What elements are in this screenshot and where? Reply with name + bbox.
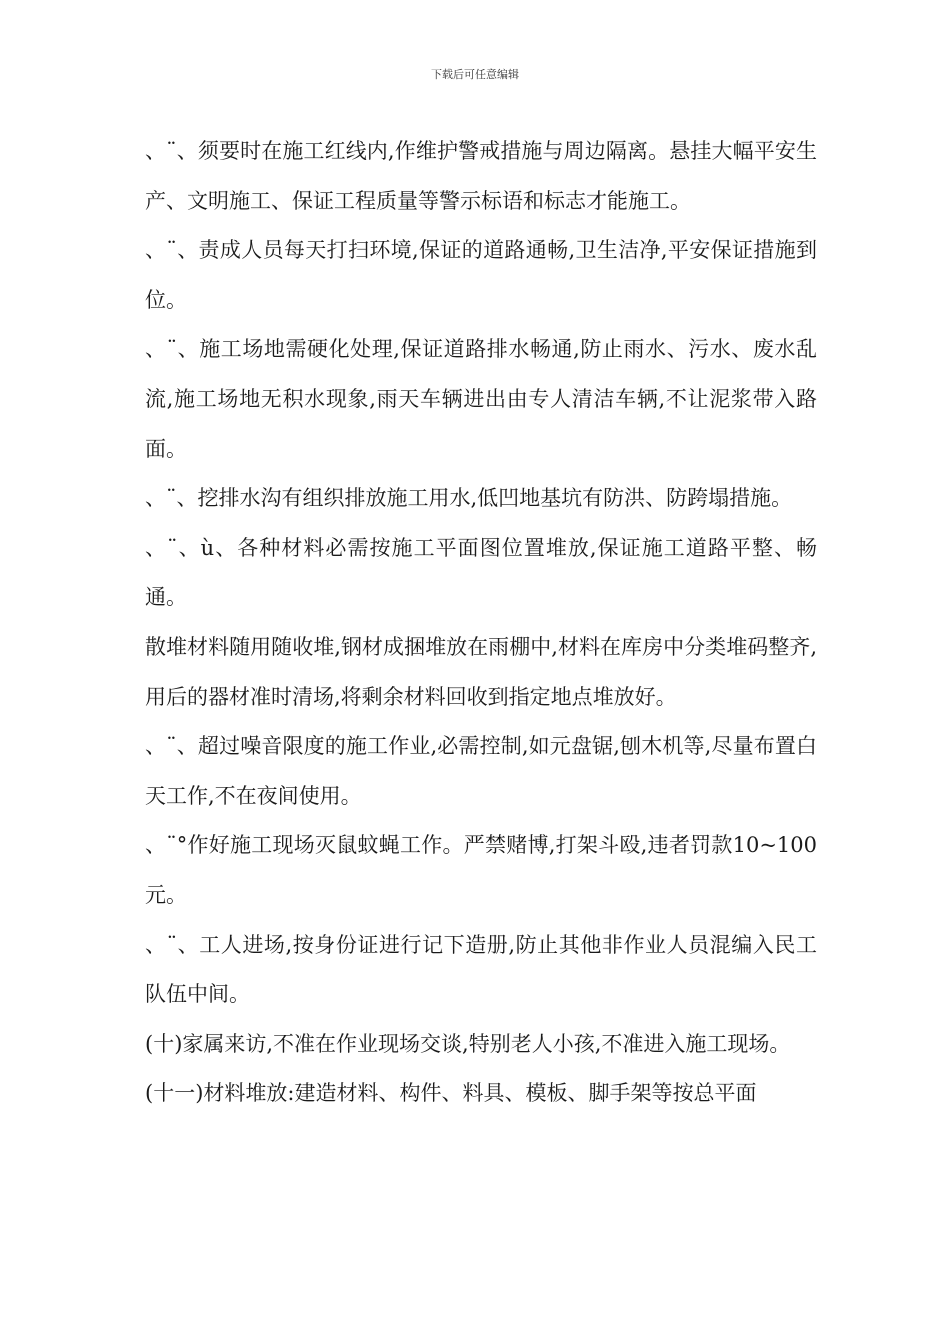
page-header: 下载后可任意编辑 xyxy=(431,68,519,81)
paragraph-8: 、¨°作好施工现场灭鼠蚊蝇工作。严禁赌博,打架斗殴,违者罚款10~100元。 xyxy=(145,833,817,907)
document-body xyxy=(145,127,817,1119)
paragraph-9: 、¨、工人进场,按身份证进行记下造册,防止其他非作业人员混编入民工队伍中间。 xyxy=(145,932,817,1007)
paragraph-10: (十)家属来访,不准在作业现场交谈,特别老人小孩,不准进入施工现场。 xyxy=(145,1031,791,1056)
paragraph-4: 、¨、挖排水沟有组织排放施工用水,低凹地基坑有防洪、防跨塌措施。 xyxy=(145,486,793,511)
paragraph-6: 散堆材料随用随收堆,钢材成捆堆放在雨棚中,材料在库房中分类堆码整齐,用后的器材准时清场,将剩余材料回收到指定地点堆放好。 xyxy=(145,634,817,709)
paragraph-5: 、¨、ù、各种材料必需按施工平面图位置堆放,保证施工道路平整、畅通。 xyxy=(145,535,817,610)
paragraph-7: 、¨、超过噪音限度的施工作业,必需控制,如元盘锯,刨木机等,尽量布置白天工作,不在夜间使用。 xyxy=(145,734,817,808)
paragraph-1: 、¨、须要时在施工红线内,作维护警戒措施与周边隔离。悬挂大幅平安生产、文明施工、保证工程质量等警示标语和标志才能施工。 xyxy=(145,139,817,213)
paragraph-3: 、¨、施工场地需硬化处理,保证道路排水畅通,防止雨水、污水、废水乱流,施工场地无积水现象,雨天车辆进出由专人清洁车辆,不让泥浆带入路面。 xyxy=(145,337,817,461)
paragraph-2: 、¨、责成人员每天打扫环境,保证的道路通畅,卫生洁净,平安保证措施到位。 xyxy=(145,238,817,312)
paragraph-11: (十一)材料堆放:建造材料、构件、料具、模板、脚手架等按总平面 xyxy=(145,1081,757,1106)
